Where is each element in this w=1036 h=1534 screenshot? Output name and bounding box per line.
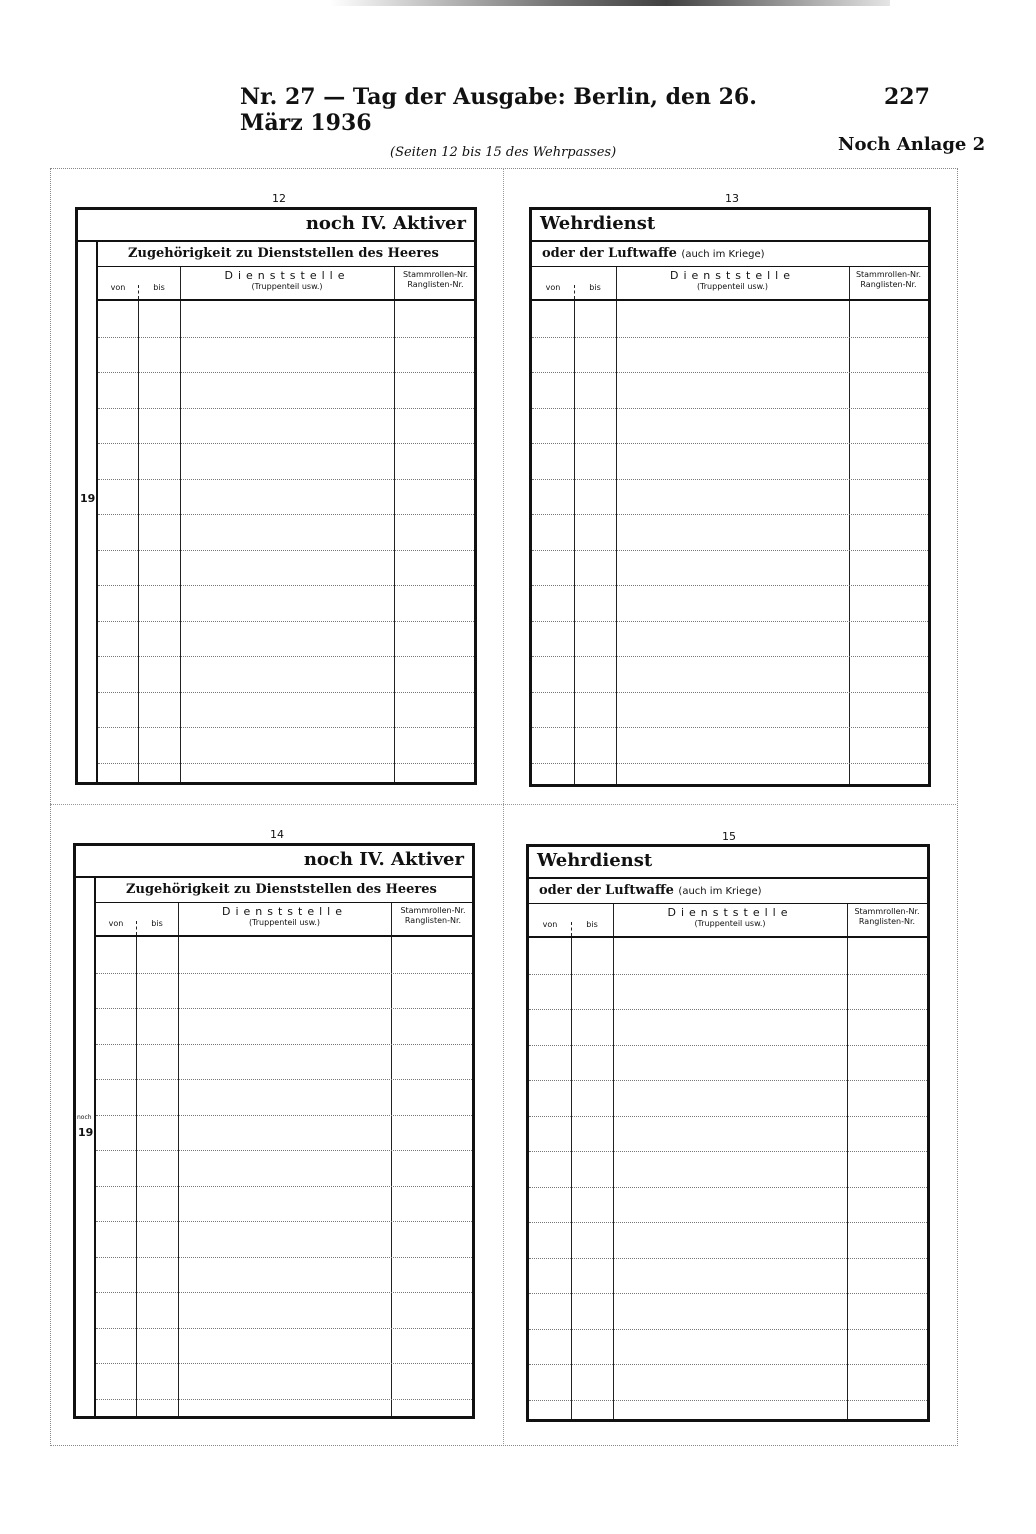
scan-edge-mark <box>330 0 890 6</box>
col-dienststelle-sub: (Truppenteil usw.) <box>696 282 769 291</box>
ruled-line <box>532 656 928 657</box>
col-rang: Ranglisten-Nr. <box>407 280 464 289</box>
form-titlebar <box>78 210 474 242</box>
ruled-line <box>96 1363 472 1364</box>
page-header: Nr. 27 — Tag der Ausgabe: Berlin, den 26. März 1936 <box>240 84 757 136</box>
ruled-line <box>96 1115 472 1116</box>
form-page-number: 13 <box>725 192 739 205</box>
ruled-line <box>96 1257 472 1258</box>
form-page-13 <box>529 207 931 787</box>
col-rang: Ranglisten-Nr. <box>404 916 462 925</box>
ruled-line <box>98 337 474 338</box>
year-label: 19 <box>80 492 96 505</box>
ruled-line <box>529 1080 927 1081</box>
form-page-15 <box>526 844 930 1422</box>
col-dienststelle <box>180 267 394 299</box>
col-dienststelle-label: Dienststelle <box>667 906 793 919</box>
center-divider <box>503 168 504 1444</box>
ruled-line <box>96 1399 472 1400</box>
col-dienststelle-label: Dienststelle <box>224 269 350 282</box>
ruled-line <box>532 727 928 728</box>
ruled-line <box>98 443 474 444</box>
side-strip <box>76 876 96 1416</box>
col-stamm-rang <box>391 903 475 935</box>
page-subtitle: (Seiten 12 bis 15 des Wehrpasses) <box>390 145 617 160</box>
ruled-line <box>529 1222 927 1223</box>
side-strip <box>78 240 98 782</box>
form-title: Wehrdienst <box>540 213 656 234</box>
col-dienststelle <box>616 267 849 299</box>
col-stamm-rang <box>847 904 927 936</box>
ruled-line <box>529 1045 927 1046</box>
ruled-line <box>98 763 474 764</box>
form-title: Wehrdienst <box>537 850 653 871</box>
column-header-row <box>98 267 474 301</box>
column-header-row <box>529 904 927 938</box>
form-page-14 <box>73 843 475 1419</box>
form-page-number: 14 <box>270 828 284 841</box>
entry-rows <box>96 937 472 1416</box>
ruled-line <box>532 408 928 409</box>
ruled-line <box>532 372 928 373</box>
form-page-number: 15 <box>722 830 736 843</box>
ruled-line <box>532 585 928 586</box>
ruled-line <box>98 727 474 728</box>
year-label-note: noch <box>77 1114 92 1121</box>
col-bis: bis <box>151 919 163 928</box>
col-dienststelle <box>178 903 391 935</box>
ruled-line <box>96 1008 472 1009</box>
col-von: von <box>545 283 561 292</box>
col-dienststelle-label: Dienststelle <box>669 269 795 282</box>
year-label: 19 <box>78 1126 94 1139</box>
col-dienststelle-sub: (Truppenteil usw.) <box>694 919 766 928</box>
ruled-line <box>98 372 474 373</box>
ruled-line <box>529 1364 927 1365</box>
ruled-line <box>532 621 928 622</box>
form-subtitle-bar <box>98 242 474 267</box>
column-header-row <box>532 267 928 301</box>
form-subtitle-note: (auch im Kriege) <box>678 886 762 897</box>
form-titlebar <box>76 846 472 878</box>
ruled-line <box>532 763 928 764</box>
form-subtitle-bar <box>96 878 472 903</box>
col-dienststelle-label: Dienststelle <box>221 905 347 918</box>
col-dienststelle-sub: (Truppenteil usw.) <box>248 918 321 927</box>
form-subtitle <box>539 883 762 898</box>
ruled-line <box>529 1151 927 1152</box>
col-von: von <box>542 920 558 929</box>
entry-rows <box>529 938 927 1419</box>
ruled-line <box>98 514 474 515</box>
page-number: 227 <box>884 84 930 110</box>
ruled-line <box>98 585 474 586</box>
ruled-line <box>532 514 928 515</box>
ruled-line <box>98 550 474 551</box>
col-stamm-rang <box>849 267 928 299</box>
ruled-line <box>98 408 474 409</box>
ruled-line <box>96 1150 472 1151</box>
form-subtitle <box>542 246 765 261</box>
middle-divider <box>50 804 956 805</box>
form-page-number: 12 <box>272 192 286 205</box>
col-bis: bis <box>153 283 165 292</box>
form-subtitle-bar <box>532 242 928 267</box>
ruled-line <box>532 337 928 338</box>
ruled-line <box>98 656 474 657</box>
col-bis: bis <box>586 920 598 929</box>
entry-rows <box>532 301 928 784</box>
ruled-line <box>529 1329 927 1330</box>
form-title: noch IV. Aktiver <box>305 213 466 234</box>
ruled-line <box>529 1400 927 1401</box>
col-dienststelle <box>613 904 847 936</box>
ruled-line <box>96 1044 472 1045</box>
form-subtitle: Zugehörigkeit zu Dienststellen des Heeres <box>128 246 439 261</box>
form-subtitle-main: oder der Luftwaffe <box>542 246 677 261</box>
entry-rows <box>98 301 474 782</box>
ruled-line <box>529 1187 927 1188</box>
col-stamm-rang <box>394 267 477 299</box>
ruled-line <box>532 692 928 693</box>
ruled-line <box>532 550 928 551</box>
ruled-line <box>96 1186 472 1187</box>
anlage-label: Noch Anlage 2 <box>838 134 986 155</box>
ruled-line <box>529 1116 927 1117</box>
col-rang: Ranglisten-Nr. <box>860 280 917 289</box>
ruled-line <box>98 692 474 693</box>
ruled-line <box>532 479 928 480</box>
col-stamm: Stammrollen-Nr. <box>402 270 469 279</box>
ruled-line <box>529 1009 927 1010</box>
form-titlebar <box>529 847 927 879</box>
col-rang: Ranglisten-Nr. <box>858 917 916 926</box>
col-von: von <box>110 283 126 292</box>
form-subtitle-main: oder der Luftwaffe <box>539 883 674 898</box>
col-dienststelle-sub: (Truppenteil usw.) <box>251 282 323 291</box>
ruled-line <box>96 1079 472 1080</box>
form-subtitle: Zugehörigkeit zu Dienststellen des Heeres <box>126 882 437 897</box>
col-bis: bis <box>589 283 601 292</box>
ruled-line <box>96 973 472 974</box>
col-von: von <box>108 919 124 928</box>
ruled-line <box>96 1221 472 1222</box>
ruled-line <box>98 621 474 622</box>
col-stamm: Stammrollen-Nr. <box>854 907 920 916</box>
ruled-line <box>529 1293 927 1294</box>
form-title: noch IV. Aktiver <box>303 849 464 870</box>
form-subtitle-note: (auch im Kriege) <box>681 249 765 260</box>
form-titlebar <box>532 210 928 242</box>
ruled-line <box>96 1292 472 1293</box>
form-subtitle-bar <box>529 879 927 904</box>
ruled-line <box>98 479 474 480</box>
column-header-row <box>96 903 472 937</box>
form-page-12 <box>75 207 477 785</box>
ruled-line <box>529 974 927 975</box>
col-stamm: Stammrollen-Nr. <box>855 270 922 279</box>
ruled-line <box>529 1258 927 1259</box>
ruled-line <box>532 443 928 444</box>
ruled-line <box>96 1328 472 1329</box>
col-stamm: Stammrollen-Nr. <box>400 906 466 915</box>
